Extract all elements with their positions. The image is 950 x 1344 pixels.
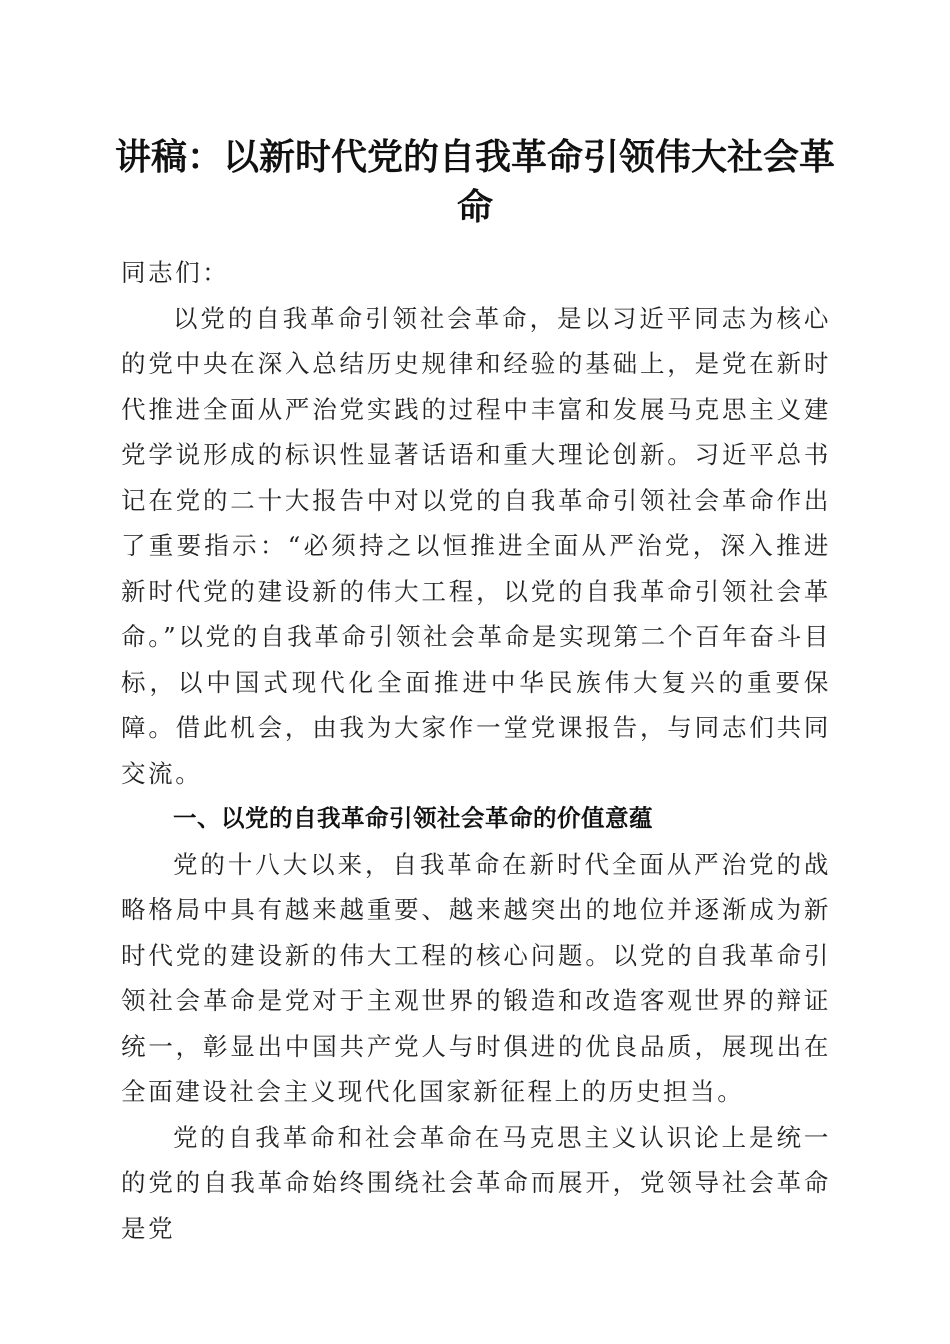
document-title: 讲稿：以新时代党的自我革命引领伟大社会革命 bbox=[114, 136, 835, 228]
section1-paragraph-2: 党的自我革命和社会革命在马克思主义认识论上是统一的党的自我革命始终围绕社会革命而展开，党领导社会革命是党 bbox=[121, 1122, 831, 1243]
section1-paragraph-1: 党的十八大以来，自我革命在新时代全面从严治党的战略格局中具有越来越重要、越来越突出的地位并逐渐成为新时代党的建设新的伟大工程的核心问题。以党的自我革命引领社会革命是党对于主观世界的锻造和改造客观世界的辩证统一，彰显出中国共产党人与时俱进的优良品质，展现出在全面建设社会主义现代化国家新征程上的历史担当。 bbox=[121, 849, 831, 1106]
section-heading-1: 一、以党的自我革命引领社会革命的价值意蕴 bbox=[173, 804, 653, 832]
document-body bbox=[121, 250, 831, 1251]
salutation: 同志们： bbox=[121, 258, 230, 287]
paragraph-intro: 以党的自我革命引领社会革命，是以习近平同志为核心的党中央在深入总结历史规律和经验的基础上，是党在新时代推进全面从严治党实践的过程中丰富和发展马克思主义建党学说形成的标识性显著话语和重大理论创新。习近平总书记在党的二十大报告中对以党的自我革命引领社会革命作出了重要指示：“必须持之以恒推进全面从严治党，深入推进新时代党的建设新的伟大工程，以党的自我革命引领社会革命。”以党的自我革命引领社会革命是实现第二个百年奋斗目标，以中国式现代化全面推进中华民族伟大复兴的重要保障。借此机会，由我为大家作一堂党课报告，与同志们共同交流。 bbox=[121, 303, 831, 788]
